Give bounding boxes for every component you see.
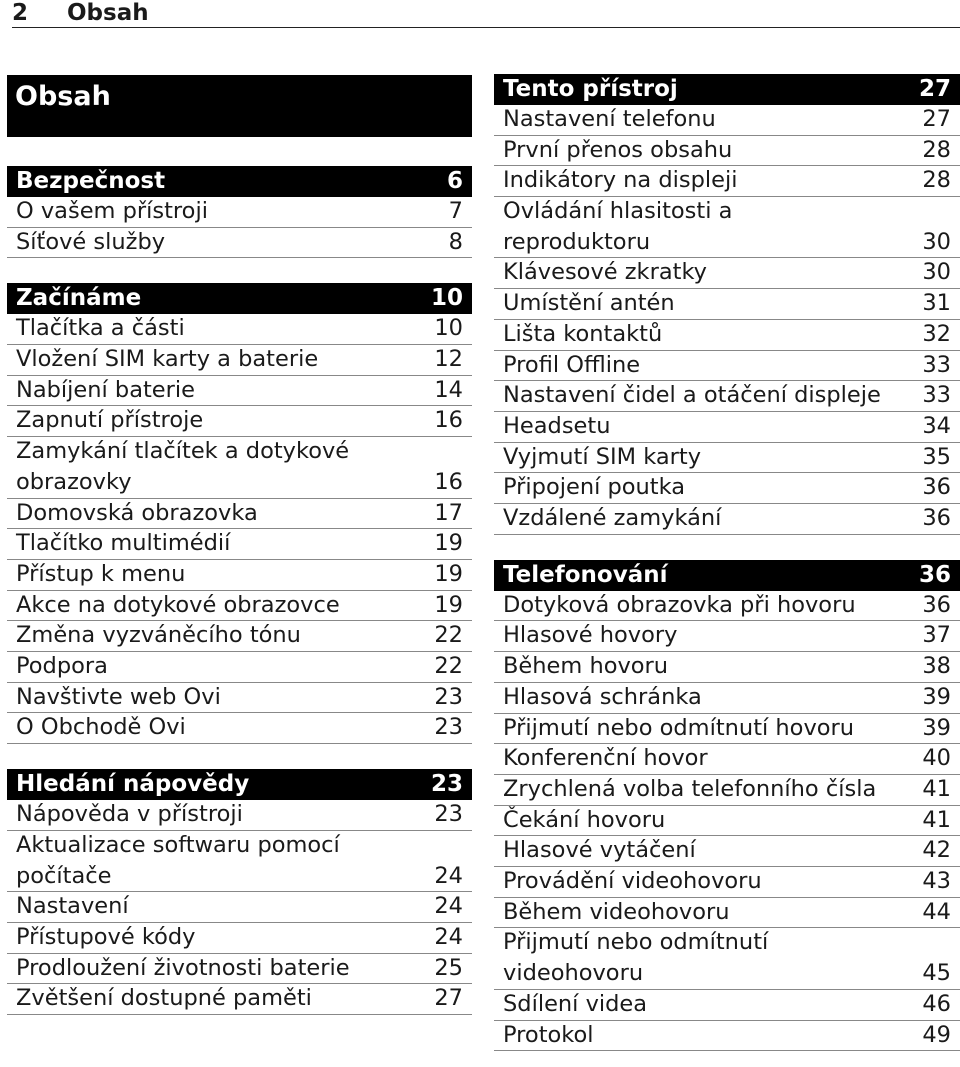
entry-label: Zamykání tlačítek a dotykové obrazovky — [16, 438, 350, 495]
entry-label: Navštivte web Ovi — [16, 683, 221, 710]
toc-entry[interactable] — [7, 984, 472, 1015]
entry-label: O Obchodě Ovi — [16, 714, 186, 741]
toc-entry[interactable] — [7, 197, 472, 228]
toc-entry[interactable] — [494, 197, 960, 258]
entry-label: Vyjmutí SIM karty — [503, 443, 702, 470]
entry-page: 45 — [922, 960, 951, 987]
section-page: 6 — [446, 168, 463, 194]
entry-label: Prodloužení životnosti baterie — [16, 954, 350, 981]
entry-label: Ovládání hlasitosti a reproduktoru — [503, 198, 733, 255]
entry-label: Zvětšení dostupné paměti — [16, 985, 312, 1012]
entry-label: Indikátory na displeji — [503, 167, 738, 194]
entry-page: 35 — [922, 443, 951, 470]
toc-entry[interactable] — [494, 622, 960, 653]
entry-page: 41 — [922, 775, 951, 802]
toc-entry[interactable] — [494, 473, 960, 504]
section-heading[interactable] — [7, 769, 472, 800]
toc-entry[interactable] — [7, 714, 472, 745]
entry-page: 14 — [434, 376, 463, 403]
toc-entry[interactable] — [494, 652, 960, 683]
entry-label: Akce na dotykové obrazovce — [16, 591, 340, 618]
entry-page: 19 — [434, 591, 463, 618]
toc-entry[interactable] — [7, 560, 472, 591]
entry-page: 16 — [434, 407, 463, 434]
entry-page: 27 — [434, 985, 463, 1012]
entry-page: 23 — [434, 714, 463, 741]
toc-entry[interactable] — [7, 923, 472, 954]
entry-page: 30 — [922, 259, 951, 286]
toc-title: Obsah — [7, 75, 472, 137]
toc-entry[interactable] — [494, 136, 960, 167]
entry-page: 28 — [922, 167, 951, 194]
entry-page: 33 — [922, 382, 951, 409]
toc-entry[interactable] — [494, 443, 960, 474]
toc-entry[interactable] — [494, 806, 960, 837]
entry-label: Nápověda v přístroji — [16, 801, 243, 828]
toc-entry[interactable] — [7, 228, 472, 259]
entry-page: 31 — [922, 290, 951, 317]
toc-entry[interactable] — [494, 504, 960, 535]
section-title: Bezpečnost — [16, 168, 166, 194]
entry-page: 19 — [434, 530, 463, 557]
entry-page: 36 — [922, 474, 951, 501]
toc-entry[interactable] — [7, 345, 472, 376]
toc-entry[interactable] — [494, 259, 960, 290]
toc-entry[interactable] — [494, 836, 960, 867]
entry-label: Nastavení telefonu — [503, 105, 716, 132]
entry-label: Klávesové zkratky — [503, 259, 707, 286]
entry-label: O vašem přístroji — [16, 197, 208, 224]
entry-label: Vzdálené zamykání — [503, 505, 722, 532]
entry-page: 36 — [922, 591, 951, 618]
entry-label: Umístění antén — [503, 290, 675, 317]
toc-entry[interactable] — [7, 652, 472, 683]
section-page: 10 — [430, 285, 463, 312]
entry-label: Síťové služby — [16, 228, 166, 255]
toc-entry[interactable] — [7, 376, 472, 407]
entry-page: 24 — [434, 862, 463, 889]
entry-label: Zapnutí přístroje — [16, 407, 204, 434]
entry-label: Hlasová schránka — [503, 683, 702, 710]
entry-label: Podpora — [16, 653, 108, 680]
entry-page: 7 — [448, 197, 463, 224]
entry-page: 12 — [434, 346, 463, 373]
toc-entry[interactable] — [494, 775, 960, 806]
entry-label: Tlačítka a části — [16, 315, 185, 342]
toc-entry[interactable] — [494, 990, 960, 1021]
entry-label: Profil Offline — [503, 351, 641, 378]
toc-entry[interactable] — [494, 105, 960, 136]
entry-page: 24 — [434, 893, 463, 920]
section-title: Začínáme — [16, 285, 142, 312]
entry-label: Během videohovoru — [503, 898, 730, 925]
entry-label: Aktualizace softwaru pomocí počítače — [16, 831, 340, 889]
entry-label: Přijmutí nebo odmítnutí videohovoru — [503, 929, 769, 987]
toc-entry[interactable] — [494, 351, 960, 382]
entry-page: 24 — [434, 923, 463, 950]
entry-page: 19 — [434, 560, 463, 587]
entry-page: 42 — [922, 837, 951, 864]
entry-page: 27 — [922, 105, 951, 132]
entry-page: 49 — [922, 1021, 951, 1048]
entry-label: Sdílení videa — [503, 990, 648, 1017]
entry-label: Připojení poutka — [503, 474, 686, 501]
entry-label: Změna vyzváněcího tónu — [16, 622, 301, 649]
entry-label: Domovská obrazovka — [16, 499, 258, 526]
toc-entry[interactable] — [7, 892, 472, 923]
toc-entry[interactable] — [7, 529, 472, 560]
toc-entry[interactable] — [494, 320, 960, 351]
section-page: 27 — [918, 76, 951, 102]
entry-label: Přijmutí nebo odmítnutí hovoru — [503, 714, 855, 741]
toc-entry[interactable] — [7, 954, 472, 985]
entry-page: 34 — [922, 412, 951, 439]
entry-page: 10 — [434, 315, 463, 342]
entry-page: 16 — [434, 468, 463, 495]
entry-page: 32 — [922, 320, 951, 347]
toc-entry[interactable] — [494, 714, 960, 745]
entry-page: 33 — [922, 351, 951, 378]
entry-page: 37 — [922, 622, 951, 649]
entry-page: 22 — [434, 653, 463, 680]
toc-entry[interactable] — [7, 407, 472, 438]
toc-entry[interactable] — [494, 867, 960, 898]
toc-entry[interactable] — [494, 898, 960, 929]
toc-entry[interactable] — [494, 591, 960, 622]
entry-page: 17 — [434, 499, 463, 526]
section-title: Tento přístroj — [503, 76, 678, 102]
toc-entry[interactable] — [7, 591, 472, 622]
entry-page: 36 — [922, 505, 951, 532]
toc-entry[interactable] — [7, 437, 472, 498]
entry-page: 23 — [434, 683, 463, 710]
toc-entry[interactable] — [494, 381, 960, 412]
entry-page: 23 — [434, 801, 463, 828]
entry-label: Nabíjení baterie — [16, 376, 195, 403]
toc-entry[interactable] — [494, 412, 960, 443]
entry-page: 39 — [922, 683, 951, 710]
toc-entry[interactable] — [7, 314, 472, 345]
entry-label: Tlačítko multimédií — [16, 530, 231, 557]
entry-label: Nastavení — [16, 893, 129, 920]
entry-label: Protokol — [503, 1021, 594, 1048]
toc-entry[interactable] — [7, 831, 472, 892]
toc-entry[interactable] — [494, 929, 960, 990]
section-title: Telefonování — [503, 561, 668, 588]
entry-label: První přenos obsahu — [503, 136, 733, 163]
entry-page: 43 — [922, 868, 951, 895]
entry-page: 22 — [434, 622, 463, 649]
entry-label: Konferenční hovor — [503, 745, 708, 772]
entry-page: 28 — [922, 136, 951, 163]
section-heading[interactable] — [7, 166, 472, 197]
entry-label: Přístup k menu — [16, 560, 186, 587]
entry-label: Dotyková obrazovka při hovoru — [503, 591, 856, 618]
section-page: 23 — [430, 771, 463, 798]
header-title: Obsah — [67, 0, 149, 26]
entry-page: 40 — [922, 745, 951, 772]
section-heading[interactable] — [7, 283, 472, 314]
entry-page: 39 — [922, 714, 951, 741]
section-heading[interactable] — [494, 74, 960, 105]
entry-label: Během hovoru — [503, 653, 669, 680]
toc-entry[interactable] — [7, 683, 472, 714]
toc-entry[interactable] — [494, 166, 960, 197]
page-number: 2 — [12, 0, 29, 26]
section-title: Hledání nápovědy — [16, 771, 250, 798]
toc-entry[interactable] — [494, 744, 960, 775]
entry-page: 8 — [448, 228, 463, 255]
entry-label: Přístupové kódy — [16, 923, 196, 950]
entry-page: 41 — [922, 806, 951, 833]
toc-entry[interactable] — [7, 621, 472, 652]
entry-label: Provádění videohovoru — [503, 868, 762, 895]
entry-label: Zrychlená volba telefonního čísla — [503, 775, 877, 802]
entry-label: Nastavení čidel a otáčení displeje — [503, 382, 881, 409]
toc-entry[interactable] — [7, 800, 472, 831]
entry-page: 46 — [922, 990, 951, 1017]
entry-label: Headsetu — [503, 412, 611, 439]
entry-page: 30 — [922, 228, 951, 255]
entry-label: Vložení SIM karty a baterie — [16, 346, 319, 373]
entry-label: Lišta kontaktů — [503, 320, 663, 347]
page-header — [12, 0, 960, 28]
toc-entry[interactable] — [494, 289, 960, 320]
toc-entry[interactable] — [7, 499, 472, 530]
entry-page: 38 — [922, 653, 951, 680]
entry-label: Hlasové hovory — [503, 622, 678, 649]
entry-label: Hlasové vytáčení — [503, 837, 696, 864]
section-page: 36 — [918, 561, 951, 588]
toc-entry[interactable] — [494, 683, 960, 714]
entry-label: Čekání hovoru — [503, 806, 666, 833]
entry-page: 44 — [922, 898, 951, 925]
entry-page: 25 — [434, 954, 463, 981]
toc-entry[interactable] — [494, 1021, 960, 1052]
section-heading[interactable] — [494, 560, 960, 591]
